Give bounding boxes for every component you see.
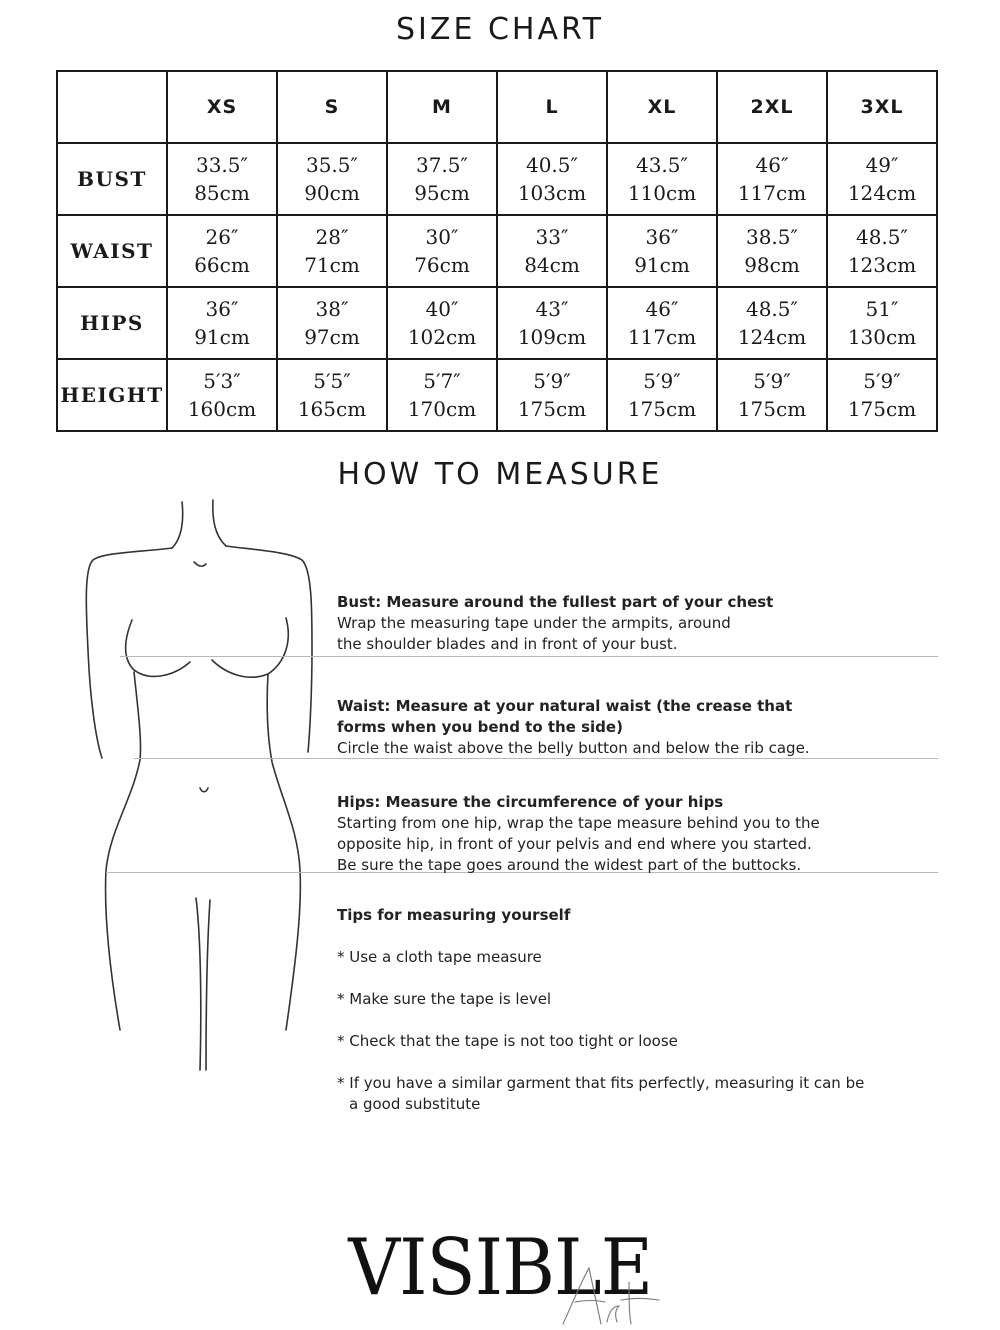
size-header-xs: XS — [167, 71, 277, 143]
hips-instructions — [337, 792, 937, 876]
bust-s — [277, 143, 387, 215]
waist-xl-cm: 91cm — [634, 253, 690, 277]
height-xs-cm: 160cm — [187, 397, 257, 421]
bust-l — [497, 143, 607, 215]
waist-s — [277, 215, 387, 287]
hips-row — [57, 287, 937, 359]
height-xl-ft: 5′9″ — [643, 369, 681, 393]
tip-item: * Check that the tape is not too tight or loose — [337, 1032, 678, 1050]
size-header-row — [57, 71, 937, 143]
waist-xs-cm: 66cm — [194, 253, 250, 277]
height-3xl-ft: 5′9″ — [863, 369, 901, 393]
hips-3xl-cm: 130cm — [847, 325, 917, 349]
waist-xs-in: 26″ — [205, 225, 239, 249]
hips-m-cm: 102cm — [407, 325, 477, 349]
bust-2xl-cm: 117cm — [737, 181, 807, 205]
waist-lead-1: Waist: Measure at your natural waist (the crease that — [337, 697, 793, 715]
waist-m-in: 30″ — [425, 225, 459, 249]
brand-wordmark: VISIBLE — [347, 1223, 653, 1313]
bust-2xl — [717, 143, 827, 215]
hips-xl-cm: 117cm — [627, 325, 697, 349]
bust-row — [57, 143, 937, 215]
tip-item: * Make sure the tape is level — [337, 990, 552, 1008]
row-label-bust: BUST — [57, 143, 167, 215]
hips-xl-in: 46″ — [645, 297, 679, 321]
body-outline-illustration — [60, 490, 330, 1080]
size-header-3xl: 3XL — [827, 71, 937, 143]
hips-line-1: Starting from one hip, wrap the tape measure behind you to the — [337, 814, 820, 832]
height-m-ft: 5′7″ — [423, 369, 461, 393]
bust-guide-line — [120, 656, 938, 657]
size-chart-table — [56, 70, 938, 432]
waist-m — [387, 215, 497, 287]
waist-lead-2: forms when you bend to the side) — [337, 718, 623, 736]
measuring-tips — [337, 905, 937, 1115]
hips-line-2: opposite hip, in front of your pelvis and end where you started. — [337, 835, 812, 853]
hips-xs — [167, 287, 277, 359]
hips-2xl — [717, 287, 827, 359]
hips-xs-cm: 91cm — [194, 325, 250, 349]
hips-s-cm: 97cm — [304, 325, 360, 349]
bust-xs-cm: 85cm — [194, 181, 250, 205]
height-xl — [607, 359, 717, 431]
waist-l-cm: 84cm — [524, 253, 580, 277]
hips-xl — [607, 287, 717, 359]
height-xs-ft: 5′3″ — [203, 369, 241, 393]
bust-xl — [607, 143, 717, 215]
size-header-2xl: 2XL — [717, 71, 827, 143]
bust-m — [387, 143, 497, 215]
tip-item: * If you have a similar garment that fits perfectly, measuring it can be a good substitute — [337, 1074, 865, 1113]
bust-s-in: 35.5″ — [305, 153, 358, 177]
size-header-xl: XL — [607, 71, 717, 143]
waist-m-cm: 76cm — [414, 253, 470, 277]
height-row — [57, 359, 937, 431]
hips-2xl-in: 48.5″ — [745, 297, 798, 321]
waist-2xl-in: 38.5″ — [745, 225, 798, 249]
height-2xl — [717, 359, 827, 431]
size-chart-title: SIZE CHART — [396, 12, 604, 47]
height-3xl — [827, 359, 937, 431]
waist-l-in: 33″ — [535, 225, 569, 249]
waist-3xl-cm: 123cm — [847, 253, 917, 277]
row-label-waist: WAIST — [57, 215, 167, 287]
waist-s-in: 28″ — [315, 225, 349, 249]
height-2xl-ft: 5′9″ — [753, 369, 791, 393]
size-header-m: M — [387, 71, 497, 143]
size-header-s: S — [277, 71, 387, 143]
height-2xl-cm: 175cm — [737, 397, 807, 421]
hips-lead: Hips: Measure the circumference of your hips — [337, 793, 724, 811]
bust-s-cm: 90cm — [304, 181, 360, 205]
hips-3xl-in: 51″ — [865, 297, 899, 321]
bust-3xl-cm: 124cm — [847, 181, 917, 205]
waist-3xl-in: 48.5″ — [855, 225, 908, 249]
bust-m-cm: 95cm — [414, 181, 470, 205]
height-xl-cm: 175cm — [627, 397, 697, 421]
waist-xl — [607, 215, 717, 287]
bust-xs — [167, 143, 277, 215]
waist-2xl-cm: 98cm — [744, 253, 800, 277]
height-l — [497, 359, 607, 431]
tip-item: * Use a cloth tape measure — [337, 948, 542, 966]
row-label-height: HEIGHT — [57, 359, 167, 431]
waist-3xl — [827, 215, 937, 287]
height-l-cm: 175cm — [517, 397, 587, 421]
height-xs — [167, 359, 277, 431]
waist-instructions — [337, 696, 937, 759]
brand-logo — [0, 1218, 1000, 1330]
hips-l — [497, 287, 607, 359]
bust-lead: Bust: Measure around the fullest part of your chest — [337, 593, 774, 611]
hips-2xl-cm: 124cm — [737, 325, 807, 349]
hips-3xl — [827, 287, 937, 359]
height-s — [277, 359, 387, 431]
corner-cell — [57, 71, 167, 143]
hips-m-in: 40″ — [425, 297, 459, 321]
bust-xl-cm: 110cm — [627, 181, 697, 205]
waist-row — [57, 215, 937, 287]
waist-s-cm: 71cm — [304, 253, 360, 277]
bust-xl-in: 43.5″ — [635, 153, 688, 177]
hips-line-3: Be sure the tape goes around the widest part of the buttocks. — [337, 856, 802, 874]
bust-xs-in: 33.5″ — [195, 153, 248, 177]
height-3xl-cm: 175cm — [847, 397, 917, 421]
height-m — [387, 359, 497, 431]
hips-m — [387, 287, 497, 359]
waist-line-1: Circle the waist above the belly button and below the rib cage. — [337, 739, 810, 757]
bust-2xl-in: 46″ — [755, 153, 789, 177]
height-m-cm: 170cm — [407, 397, 477, 421]
bust-line-1: Wrap the measuring tape under the armpits, around — [337, 614, 731, 632]
row-label-hips: HIPS — [57, 287, 167, 359]
how-to-measure-title: HOW TO MEASURE — [337, 457, 663, 492]
brand-script-signature — [555, 1262, 665, 1330]
waist-xl-in: 36″ — [645, 225, 679, 249]
bust-line-2: the shoulder blades and in front of your bust. — [337, 635, 678, 653]
bust-m-in: 37.5″ — [415, 153, 468, 177]
waist-2xl — [717, 215, 827, 287]
tips-lead: Tips for measuring yourself — [337, 906, 571, 924]
hips-s-in: 38″ — [315, 297, 349, 321]
size-header-l: L — [497, 71, 607, 143]
bust-3xl-in: 49″ — [865, 153, 899, 177]
hips-xs-in: 36″ — [205, 297, 239, 321]
hips-s — [277, 287, 387, 359]
height-s-ft: 5′5″ — [313, 369, 351, 393]
height-s-cm: 165cm — [297, 397, 367, 421]
bust-l-cm: 103cm — [517, 181, 587, 205]
waist-l — [497, 215, 607, 287]
hips-l-cm: 109cm — [517, 325, 587, 349]
bust-l-in: 40.5″ — [525, 153, 578, 177]
height-l-ft: 5′9″ — [533, 369, 571, 393]
bust-instructions — [337, 592, 937, 655]
waist-xs — [167, 215, 277, 287]
bust-3xl — [827, 143, 937, 215]
hips-l-in: 43″ — [535, 297, 569, 321]
